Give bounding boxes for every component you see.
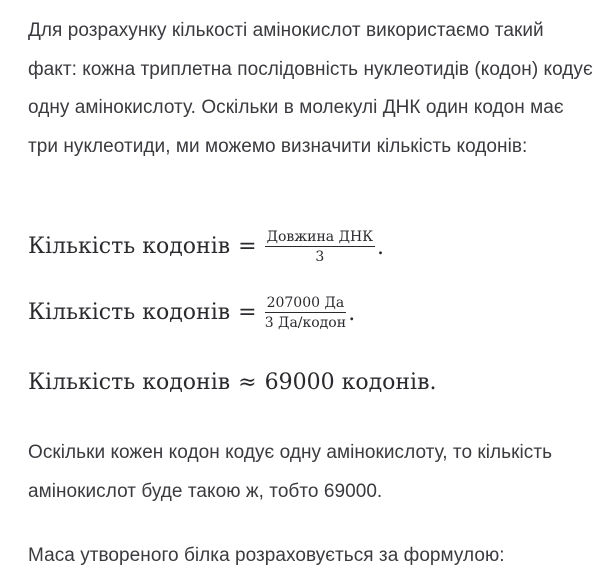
equals-operator: = [238, 233, 257, 259]
equals-operator: = [238, 299, 257, 325]
intro-paragraph: Для розрахунку кількості амінокислот використаємо такий факт: кожна триплетна послідовність нуклеотидів (кодон) кодує одну амінокислоту. Оскільки в молекулі ДНК один кодон має три нуклеотиди, ми можемо визначити кількість кодонів: [28, 20, 593, 157]
equation-period: . [429, 370, 437, 395]
fraction-denominator: 3 [315, 249, 325, 265]
equation-period: . [348, 301, 356, 326]
equation-codon-substitution [28, 294, 355, 330]
result-value: 69000 [264, 370, 335, 395]
equation-lhs: Кількість кодонів [28, 370, 231, 395]
equation-period: . [377, 235, 385, 260]
mass-paragraph: Маса утвореного білка розраховується за формулою: [28, 545, 505, 566]
result-unit: кодонів [341, 370, 430, 395]
equation-codon-result [28, 370, 436, 395]
fraction-denominator: 3 Да/кодон [264, 315, 347, 331]
fraction-numerator: Довжина ДНК [266, 229, 374, 245]
equation-lhs: Кількість кодонів [28, 299, 231, 325]
approx-operator: ≈ [238, 370, 257, 395]
equation-codon-formula [28, 228, 384, 264]
equation-lhs: Кількість кодонів [28, 233, 231, 259]
fraction [265, 230, 375, 264]
fraction [265, 296, 347, 330]
result-paragraph: Оскільки кожен кодон кодує одну амінокислоту, то кількість амінокислот буде такою ж, тобто 69000. [28, 442, 553, 502]
fraction-numerator: 207000 Да [266, 295, 345, 311]
